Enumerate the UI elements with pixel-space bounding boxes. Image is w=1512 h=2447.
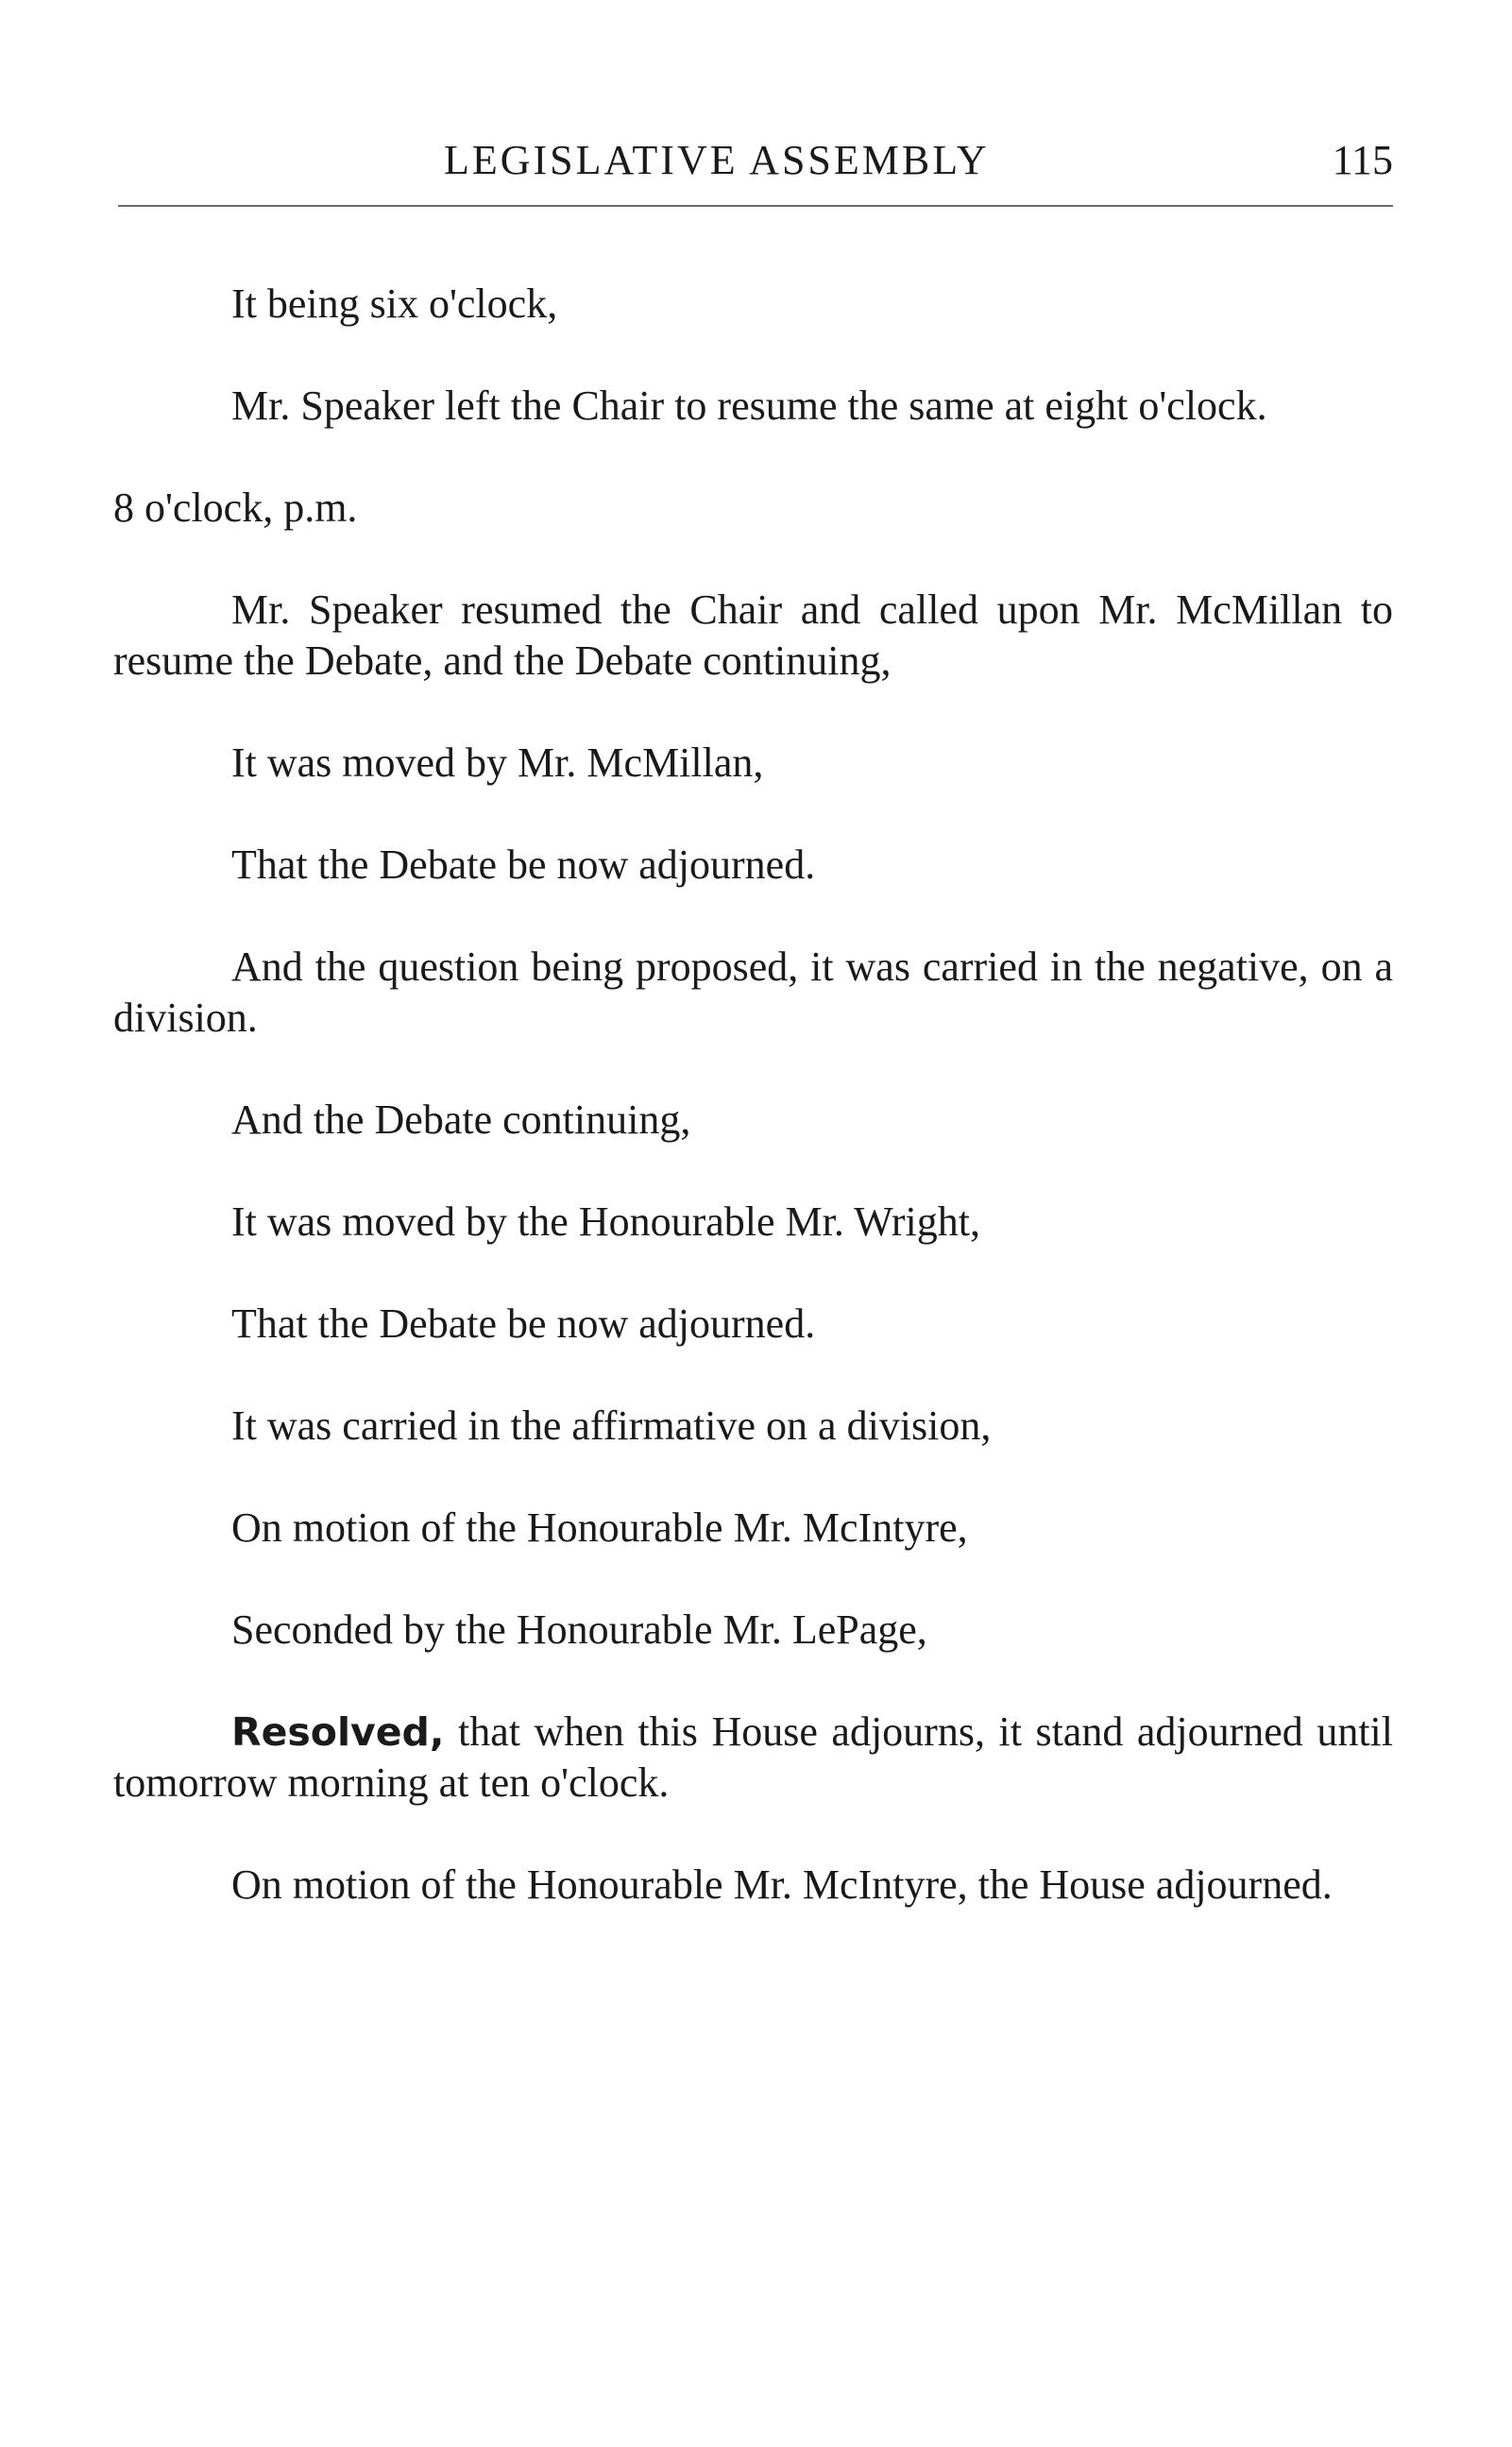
paragraph-seconded-lepage: Seconded by the Honourable Mr. LePage, [231,1606,927,1653]
paragraph-six-oclock: It being six o'clock, [231,280,558,327]
paragraph-resolved [113,1707,1393,1809]
paragraph-debate-adjourned-2: That the Debate be now adjourned. [231,1300,816,1347]
paragraph-debate-adjourned-1: That the Debate be now adjourned. [231,841,816,888]
paragraph-house-adjourned: On motion of the Honourable Mr. McIntyre, the House adjourned. [231,1861,1333,1908]
paragraph-question-negative: And the question being proposed, it was carried in the negative, on a division. [113,943,1393,1041]
running-header [118,132,1393,189]
header-title: LEGISLATIVE ASSEMBLY [444,137,990,183]
resolved-text: that when this House adjourns, it stand adjourned until tomorrow morning at ten o'clock. [113,1708,1393,1806]
paragraph-motion-mcintyre: On motion of the Honourable Mr. McIntyre, [231,1504,968,1551]
paragraph-moved-wright: It was moved by the Honourable Mr. Wright, [231,1198,980,1245]
paragraph-speaker-resumed: Mr. Speaker resumed the Chair and called upon Mr. McMillan to resume the Debate, and the Debate continuing, [113,586,1393,684]
paragraph-carried-affirmative: It was carried in the affirmative on a division, [231,1402,992,1449]
resolved-label: Resolved, [231,1709,445,1755]
time-heading: 8 o'clock, p.m. [113,484,358,531]
body-text [113,279,1393,1962]
paragraph-speaker-left: Mr. Speaker left the Chair to resume the same at eight o'clock. [231,382,1267,429]
header-rule [118,205,1393,207]
page-number: 115 [1332,137,1393,183]
paragraph-moved-mcmillan: It was moved by Mr. McMillan, [231,739,764,786]
paragraph-debate-continuing: And the Debate continuing, [231,1096,691,1143]
